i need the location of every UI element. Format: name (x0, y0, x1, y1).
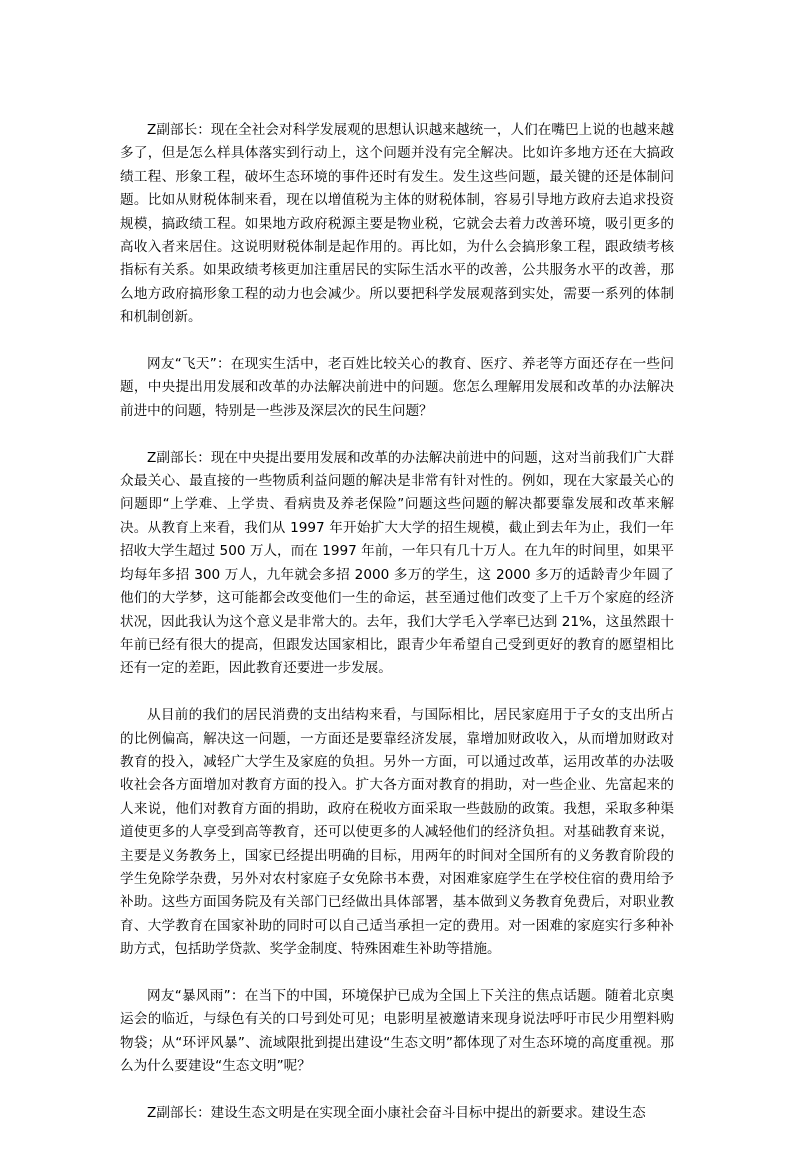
paragraph-answer-ecological-civilization: Z副部长：建设生态文明是在实现全面小康社会奋斗目标中提出的新要求。建设生态 (147, 1104, 646, 1121)
paragraph-question-feitian: 网友“飞天”：在现实生活中，老百姓比较关心的教育、医疗、养老等方面还存在一些问题，中央提出用发展和改革的办法解决前进中的问题。您怎么理解用发展和改革的办法解决前进中的问题，特别是一些涉及深层次的民生问题？ (120, 356, 674, 419)
document-body (120, 119, 674, 1149)
paragraph-answer-scientific-development: Z副部长：现在全社会对科学发展观的思想认识越来越统一，人们在嘴巴上说的也越来越多了，但是怎么样具体落实到行动上，这个问题并没有完全解决。比如许多地方还在大搞政绩工程、形象工程，破坏生态环境的事件还时有发生。发生这些问题，最关键的还是体制问题。比如从财税体制来看，现在以增值税为主体的财税体制，容易引导地方政府去追求投资规模，搞政绩工程。如果地方政府税源主要是物业税，它就会去着力改善环境，吸引更多的高收入者来居住。这说明财税体制是起作用的。再比如，为什么会搞形象工程，跟政绩考核指标有关系。如果政绩考核更加注重居民的实际生活水平的改善，公共服务水平的改善，那么地方政府搞形象工程的动力也会减少。所以要把科学发展观落到实处，需要一系列的体制和机制创新。 (120, 122, 674, 326)
paragraph-answer-education: Z副部长：现在中央提出要用发展和改革的办法解决前进中的问题，这对当前我们广大群众最关心、最直接的一些物质利益问题的解决是非常有针对性的。例如，现在大家最关心的问题即“上学难、上学贵、看病贵及养老保险”问题这些问题的解决都要靠发展和改革来解决。从教育上来看，我们从 1997 年开始扩大大学的招生规模，截止到去年为止，我们一年招收大学生超过 500 万人，而在 1997 年前，一年只有几十万人。在九年的时间里，如果平均每年多招 300 万人，九年就会多招 2000 多万的学生，这 2000 多万的适龄青少年圆了他们的大学梦，这可能都会改变他们一生的命运，甚至通过他们改变了上千万个家庭的经济状况，因此我认为这个意义是非常大的。去年，我们大学毛入学率已达到 21%，这虽然跟十年前已经有很大的提高，但跟发达国家相比，跟青少年希望自己受到更好的教育的愿望相比还有一定的差距，因此教育还要进一步发展。 (120, 449, 674, 677)
paragraph-education-spending: 从目前的我们的居民消费的支出结构来看，与国际相比，居民家庭用于子女的支出所占的比例偏高，解决这一问题，一方面还是要靠经济发展，靠增加财政收入，从而增加财政对教育的投入，减轻广大学生及家庭的负担。另外一方面，可以通过改革，运用改革的办法吸收社会各方面增加对教育方面的投入。扩大各方面对教育的捐助，对一些企业、先富起来的人来说，他们对教育方面的捐助，政府在税收方面采取一些鼓励的政策。我想，采取多种渠道使更多的人享受到高等教育，还可以使更多的人减轻他们的经济负担。对基础教育来说，主要是义务教务上，国家已经提出明确的目标，用两年的时间对全国所有的义务教育阶段的学生免除学杂费，另外对农村家庭子女免除书本费，对困难家庭学生在学校住宿的费用给予补助。这些方面国务院及有关部门已经做出具体部署，基本做到义务教育免费后，对职业教育、大学教育在国家补助的同时可以自己适当承担一定的费用。对一困难的家庭实行多种补助方式，包括助学贷款、奖学金制度、特殊困难生补助等措施。 (120, 707, 674, 958)
paragraph-question-baofengyu: 网友“暴风雨”：在当下的中国，环境保护已成为全国上下关注的焦点话题。随着北京奥运会的临近，与绿色有关的口号到处可见；电影明星被邀请来现身说法呼吁市民少用塑料购物袋；从“环评风暴”、流域限批到提出建设“生态文明”都体现了对生态环境的高度重视。那么为什么要建设“生态文明”呢？ (120, 987, 674, 1075)
